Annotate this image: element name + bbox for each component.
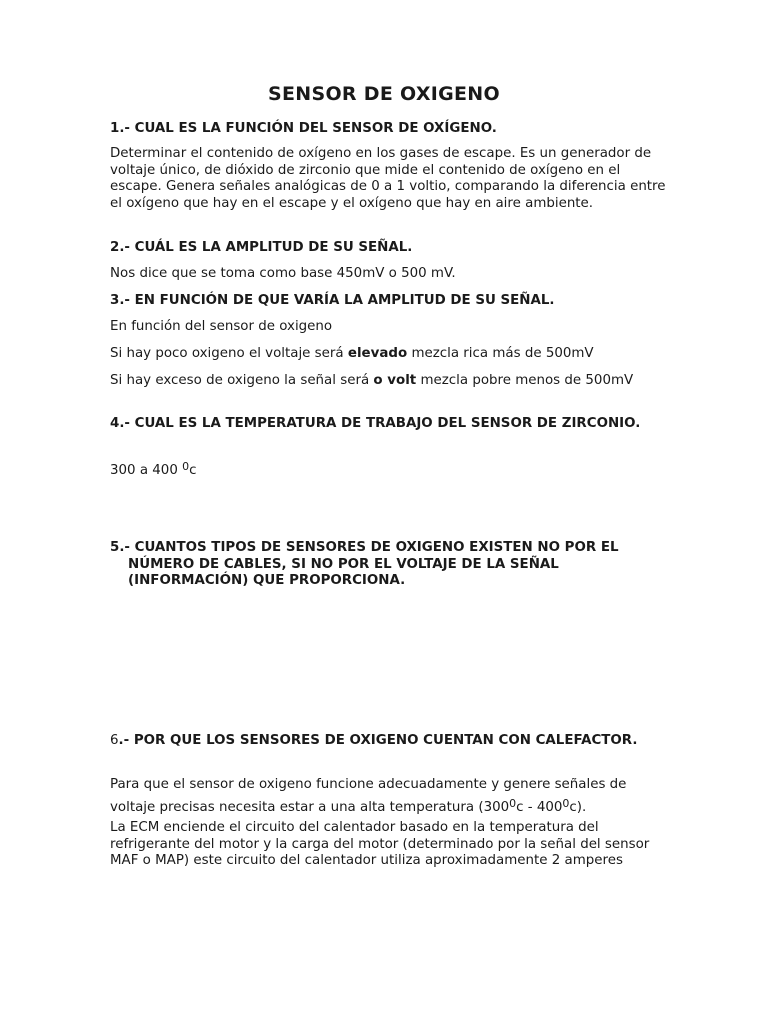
question-4-answer: 300 a 400 $^0$c <box>110 460 197 478</box>
question-5-heading: 5.- CUANTOS TIPOS DE SENSORES DE OXIGENO EXISTEN NO POR EL NÚMERO DE CABLES, SI NO POR EL VOLTAJE DE LA SEÑAL (INFORMACIÓN) QUE PROPORCIONA. <box>110 540 619 589</box>
question-3-line-2: Si hay poco oxigeno el voltaje será elevado mezcla rica más de 500mV <box>110 346 594 361</box>
document-title: SENSOR DE OXIGENO <box>268 83 500 105</box>
emphasis-elevado: elevado <box>347 346 408 361</box>
emphasis-o-volt: o volt <box>373 373 417 388</box>
question-6-paragraph-1: Para que el sensor de oxigeno funcione adecuadamente y genere señales de voltaje precisas necesita estar a una alta temperatura $(300^0c - 400^0c)$. <box>110 777 627 815</box>
question-2-heading: 2.- CUÁL ES LA AMPLITUD DE SU SEÑAL. <box>110 240 413 255</box>
question-2-answer: Nos dice que se toma como base 450mV o 500 mV. <box>110 266 456 281</box>
question-4-heading: 4.- CUAL ES LA TEMPERATURA DE TRABAJO DEL SENSOR DE ZIRCONIO. <box>110 416 641 431</box>
question-3-line-3: Si hay exceso de oxigeno la señal será o volt mezcla pobre menos de 500mV <box>110 373 634 388</box>
question-3-line-1: En función del sensor de oxigeno <box>110 319 333 334</box>
question-1-answer: Determinar el contenido de oxígeno en los gases de escape. Es un generador de voltaje único, de dióxido de zirconio que mide el contenido de oxígeno en el escape. Genera señales analógicas de 0 a 1 voltio, comparando la diferencia entre el oxígeno que hay en el escape y el oxígeno que hay en aire ambiente. <box>110 146 666 211</box>
question-6-paragraph-2: La ECM enciende el circuito del calentador basado en la temperatura del refrigerante del motor y la carga del motor (determinado por la señal del sensor MAF o MAP) este circuito del calentador utiliza aproximadamente 2 amperes <box>110 820 650 869</box>
question-6-heading: 6.- POR QUE LOS SENSORES DE OXIGENO CUENTAN CON CALEFACTOR. <box>110 733 638 748</box>
question-3-heading: 3.- EN FUNCIÓN DE QUE VARÍA LA AMPLITUD DE SU SEÑAL. <box>110 293 555 308</box>
question-1-heading: 1.- CUAL ES LA FUNCIÓN DEL SENSOR DE OXÍGENO. <box>110 121 497 136</box>
